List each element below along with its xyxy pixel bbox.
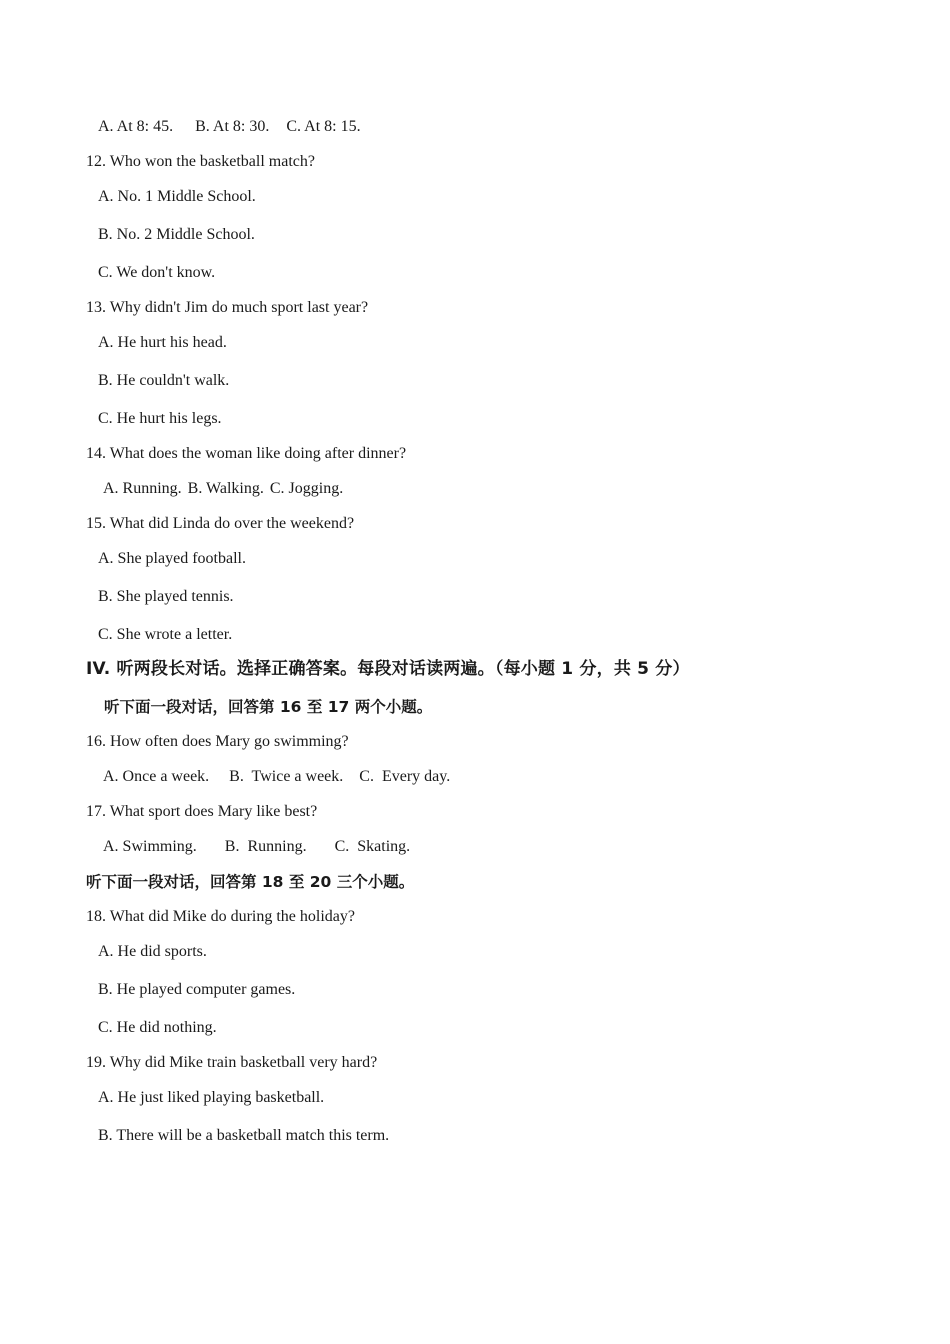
answer-option: A. At 8: 45. xyxy=(98,118,174,135)
answer-option: B. Running. xyxy=(224,838,307,855)
answer-option: A. Swimming. xyxy=(103,838,197,855)
answer-option: C. Jogging. xyxy=(269,480,344,497)
question-text: 17. What sport does Mary like best? xyxy=(86,803,318,820)
answer-option: A. Running. xyxy=(103,480,182,497)
question-text: 18. What did Mike do during the holiday? xyxy=(86,908,355,925)
answer-option: C. At 8: 15. xyxy=(286,118,361,135)
answer-options: A. He hurt his head. xyxy=(98,334,227,351)
answer-options: C. He hurt his legs. xyxy=(98,410,222,427)
answer-options xyxy=(98,117,361,137)
answer-options: C. He did nothing. xyxy=(98,1019,217,1036)
question-text: 13. Why didn't Jim do much sport last year? xyxy=(86,299,369,316)
answer-option: B. Walking. xyxy=(187,480,264,497)
answer-options: B. There will be a basketball match this term. xyxy=(98,1127,390,1144)
answer-options: A. She played football. xyxy=(98,550,246,567)
answer-options: A. He did sports. xyxy=(98,943,207,960)
answer-option: B. At 8: 30. xyxy=(195,118,270,135)
question-text: 19. Why did Mike train basketball very hard? xyxy=(86,1054,378,1071)
section-instruction: 听下面一段对话，回答第 18 至 20 三个小题。 xyxy=(86,873,415,891)
question-text: 12. Who won the basketball match? xyxy=(86,153,315,170)
answer-option: C. Every day. xyxy=(359,768,451,785)
answer-options: C. She wrote a letter. xyxy=(98,626,233,643)
section-instruction: 听下面一段对话，回答第 16 至 17 两个小题。 xyxy=(104,698,433,716)
answer-options: B. He couldn't walk. xyxy=(98,372,230,389)
answer-options: B. No. 2 Middle School. xyxy=(98,226,255,243)
answer-options xyxy=(103,479,343,499)
answer-option: A. Once a week. xyxy=(103,768,210,785)
answer-options: A. He just liked playing basketball. xyxy=(98,1089,325,1106)
answer-options xyxy=(103,837,410,857)
answer-option: B. Twice a week. xyxy=(229,768,344,785)
section-heading: IV. 听两段长对话。选择正确答案。每段对话读两遍。（每小题 1 分，共 5 分） xyxy=(86,659,690,679)
answer-options xyxy=(103,767,450,787)
answer-options: C. We don't know. xyxy=(98,264,216,281)
answer-options: B. He played computer games. xyxy=(98,981,296,998)
answer-option: C. Skating. xyxy=(334,838,411,855)
answer-options: B. She played tennis. xyxy=(98,588,234,605)
question-text: 14. What does the woman like doing after dinner? xyxy=(86,445,407,462)
answer-options: A. No. 1 Middle School. xyxy=(98,188,256,205)
question-text: 16. How often does Mary go swimming? xyxy=(86,733,349,750)
question-text: 15. What did Linda do over the weekend? xyxy=(86,515,355,532)
